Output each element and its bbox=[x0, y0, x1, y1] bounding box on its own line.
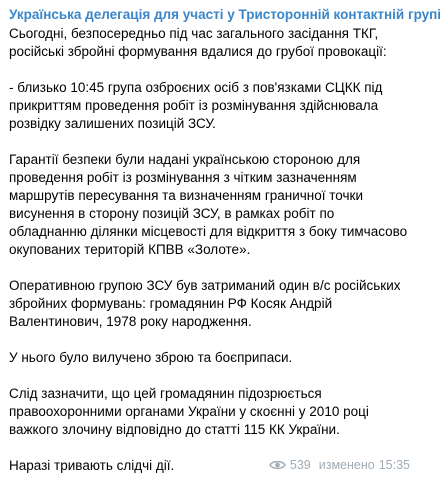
message-paragraph: Сьогодні, безпосередньо під час загального засідання ТКГ, російські збройні формування вдалися до грубої провокації: bbox=[9, 26, 387, 59]
message-body bbox=[9, 25, 411, 475]
message-paragraph: Слід зазначити, що цей громадянин підозрюється правоохоронними органами України у скоєнні у 2010 році важкого злочину відповідно до статті 115 КК України. bbox=[9, 386, 369, 437]
message-paragraph: Оперативною групою ЗСУ був затриманий один в/с російських збройних формувань: громадянин РФ Косяк Андрій Валентинович, 1978 року народження. bbox=[9, 278, 401, 329]
message-paragraph: Наразі тривають слідчі дії. bbox=[9, 458, 175, 473]
channel-title[interactable]: Українська делегація для участі у Тристоронній контактній групі bbox=[9, 7, 441, 22]
message-meta bbox=[269, 457, 410, 473]
edited-label: изменено bbox=[318, 458, 375, 472]
eye-icon bbox=[269, 459, 286, 471]
message-time: 15:35 bbox=[378, 458, 410, 472]
message-paragraph: У нього було вилучено зброю та боєприпаси. bbox=[9, 350, 293, 365]
message-paragraph: Гарантії безпеки були надані українською стороною для проведення робіт із розмінування з чітким зазначенням маршрутів пересування та визначенням граничної точки висунення в сторону позицій ЗСУ, в рамках робіт по обладнанню ділянки місцевості для відкриття з боку тимчасово окупованих територій КПВВ «Золоте». bbox=[9, 152, 408, 257]
view-count: 539 bbox=[289, 458, 311, 472]
message-paragraph: - близько 10:45 група озброєних осіб з пов'язками СЦКК під прикриттям проведення робіт із розмінування здійснювала розвідку залишених позицій ЗСУ. bbox=[9, 80, 383, 131]
